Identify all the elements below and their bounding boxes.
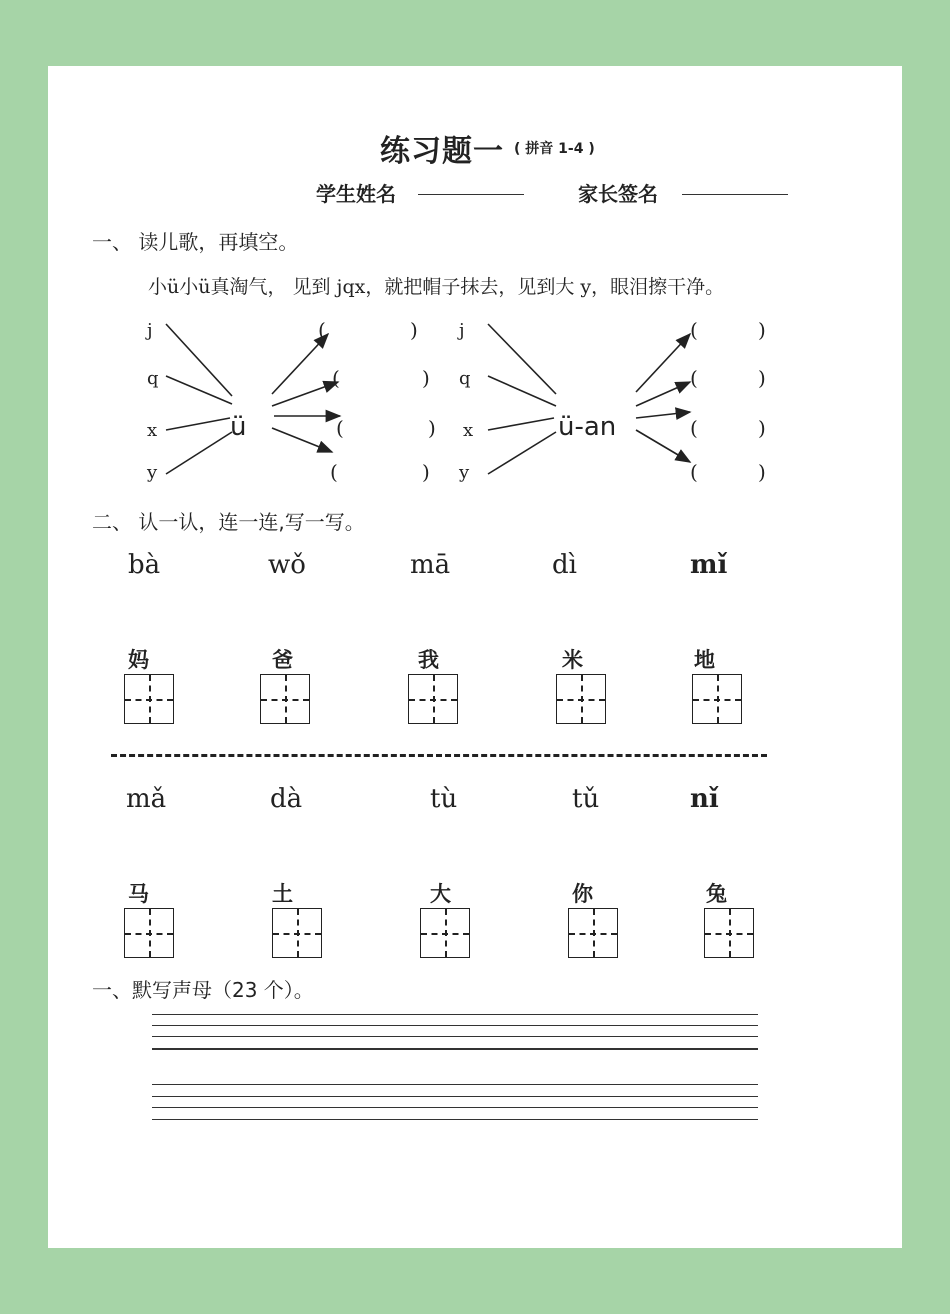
pinyin-row1-3: mā <box>410 550 451 580</box>
pinyin-row2-2: dà <box>270 784 303 814</box>
writing-grid-box[interactable] <box>272 908 322 958</box>
poem-text: 小ü小ü真淘气， 见到 jqx，就把帽子抹去，见到大 y，眼泪擦干净。 <box>148 276 725 298</box>
pinyin-row1-2: wǒ <box>268 550 306 580</box>
line-j-uan <box>488 324 556 394</box>
writing-grid-box[interactable] <box>692 674 742 724</box>
right-letter-y: y <box>459 462 470 483</box>
hanzi-row1-2: 爸 <box>272 648 293 672</box>
hanzi-row1-1: 妈 <box>128 648 149 672</box>
right-letter-j: j <box>459 320 465 341</box>
section1-heading: 一、 读儿歌，再填空。 <box>92 230 299 254</box>
arrow-u-1 <box>272 334 328 394</box>
line-x-u <box>166 418 230 430</box>
writing-grid-box[interactable] <box>260 674 310 724</box>
line-y-uan <box>488 432 556 474</box>
writing-line[interactable] <box>152 1096 758 1097</box>
left-paren-open: ( <box>332 366 340 390</box>
pinyin-row2-1: mǎ <box>126 784 167 814</box>
pinyin-row1-1: bà <box>128 550 161 580</box>
left-paren-close: ) <box>422 460 430 484</box>
writing-line[interactable] <box>152 1107 758 1108</box>
right-paren-open: ( <box>690 460 698 484</box>
hanzi-row2-2: 土 <box>272 882 293 906</box>
right-letter-q: q <box>459 368 471 389</box>
left-paren-close: ) <box>428 416 436 440</box>
parent-sign-label: 家长签名 <box>578 182 658 206</box>
left-paren-open: ( <box>336 416 344 440</box>
right-center-uan: ü-an <box>558 412 617 442</box>
writing-line[interactable] <box>152 1119 758 1120</box>
writing-grid-box[interactable] <box>420 908 470 958</box>
left-letter-x: x <box>147 420 158 441</box>
left-paren-open: ( <box>330 460 338 484</box>
line-x-uan <box>488 418 554 430</box>
section2-heading: 二、 认一认，连一连,写一写。 <box>92 510 365 534</box>
hanzi-row1-5: 地 <box>694 648 715 672</box>
hanzi-row2-4: 你 <box>572 882 593 906</box>
right-paren-close: ) <box>758 460 766 484</box>
hanzi-row2-5: 兔 <box>706 882 727 906</box>
right-paren-close: ) <box>758 318 766 342</box>
writing-grid-box[interactable] <box>124 674 174 724</box>
dashed-divider <box>111 754 767 757</box>
title-note: ( 拼音 1-4 ) <box>514 141 595 157</box>
section3-heading: 一、默写声母（23 个）。 <box>92 978 314 1002</box>
hanzi-row2-1: 马 <box>128 882 149 906</box>
pinyin-row2-5: nǐ <box>690 784 719 814</box>
line-q-u <box>166 376 232 404</box>
hanzi-row2-3: 大 <box>430 882 451 906</box>
arrow-u-4 <box>272 428 332 452</box>
writing-grid-box[interactable] <box>704 908 754 958</box>
arrow-u-2 <box>272 382 338 406</box>
arrow-uan-3 <box>636 412 690 418</box>
right-paren-close: ) <box>758 366 766 390</box>
right-paren-open: ( <box>690 416 698 440</box>
writing-line[interactable] <box>152 1036 758 1037</box>
pinyin-row2-3: tù <box>430 784 458 814</box>
writing-grid-box[interactable] <box>408 674 458 724</box>
left-paren-close: ) <box>410 318 418 342</box>
left-letter-j: j <box>147 320 153 341</box>
left-letter-q: q <box>147 368 159 389</box>
pinyin-row1-4: dì <box>552 550 577 580</box>
right-paren-close: ) <box>758 416 766 440</box>
pinyin-row2-4: tǔ <box>572 784 600 814</box>
right-letter-x: x <box>463 420 474 441</box>
arrow-uan-4 <box>636 430 690 462</box>
page-title: 练习题一 <box>380 134 504 169</box>
writing-line[interactable] <box>152 1084 758 1085</box>
left-paren-close: ) <box>422 366 430 390</box>
left-letter-y: y <box>147 462 158 483</box>
writing-line[interactable] <box>152 1025 758 1026</box>
writing-line[interactable] <box>152 1014 758 1015</box>
student-name-label: 学生姓名 <box>316 182 396 206</box>
hanzi-row1-3: 我 <box>418 648 439 672</box>
right-paren-open: ( <box>690 318 698 342</box>
writing-grid-box[interactable] <box>556 674 606 724</box>
line-q-uan <box>488 376 556 406</box>
right-paren-open: ( <box>690 366 698 390</box>
arrow-uan-1 <box>636 334 690 392</box>
arrow-uan-2 <box>636 382 690 406</box>
left-center-u: ü <box>230 412 247 442</box>
line-j-u <box>166 324 232 396</box>
writing-line[interactable] <box>152 1048 758 1050</box>
hanzi-row1-4: 米 <box>562 648 583 672</box>
left-paren-open: ( <box>318 318 326 342</box>
pinyin-row1-5: mǐ <box>690 550 728 580</box>
writing-grid-box[interactable] <box>124 908 174 958</box>
writing-grid-box[interactable] <box>568 908 618 958</box>
line-y-u <box>166 432 232 474</box>
